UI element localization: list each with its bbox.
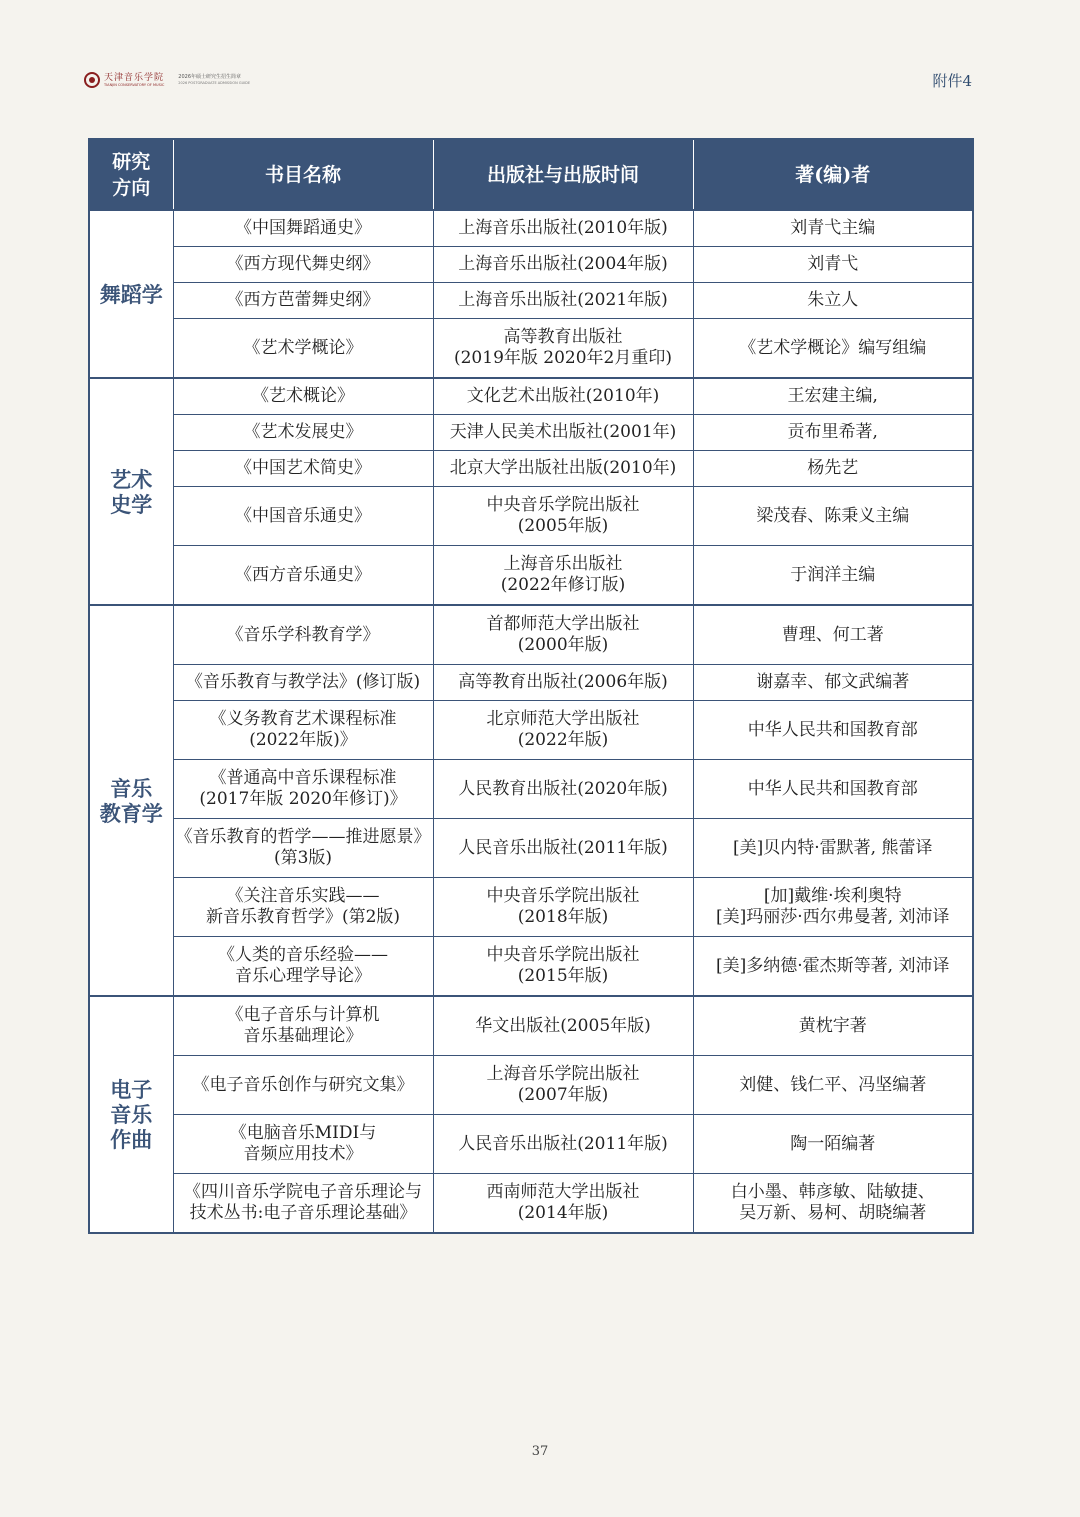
book-publisher: 人民音乐出版社(2011年版): [433, 819, 693, 878]
book-author: 中华人民共和国教育部: [693, 701, 973, 760]
book-title: 《义务教育艺术课程标准 (2022年版)》: [173, 701, 433, 760]
book-title: 《艺术学概论》: [173, 319, 433, 379]
group-art-history: [89, 378, 973, 605]
book-publisher: 人民教育出版社(2020年版): [433, 760, 693, 819]
book-author: [美]多纳德·霍杰斯等著, 刘沛译: [693, 937, 973, 997]
book-publisher: 华文出版社(2005年版): [433, 996, 693, 1056]
book-title: 《四川音乐学院电子音乐理论与 技术丛书:电子音乐理论基础》: [173, 1174, 433, 1234]
header-direction: 研究 方向: [89, 139, 173, 210]
guide-title-en: 2026 POSTGRADUATE ADMISSION GUIDE: [178, 81, 251, 85]
book-title: 《电子音乐与计算机 音乐基础理论》: [173, 996, 433, 1056]
book-title: 《中国音乐通史》: [173, 487, 433, 546]
table-row: [89, 701, 973, 760]
table-row: [89, 760, 973, 819]
reference-books-table: [88, 138, 974, 1234]
book-author: 刘健、钱仁平、冯坚编著: [693, 1056, 973, 1115]
book-publisher: 高等教育出版社(2006年版): [433, 665, 693, 701]
table-row: [89, 665, 973, 701]
book-title: 《西方现代舞史纲》: [173, 247, 433, 283]
group-music-education: [89, 605, 973, 996]
book-author: 朱立人: [693, 283, 973, 319]
book-title: 《人类的音乐经验—— 音乐心理学导论》: [173, 937, 433, 997]
book-title: 《音乐教育与教学法》(修订版): [173, 665, 433, 701]
book-title: 《艺术概论》: [173, 378, 433, 415]
school-name-en: TIANJIN CONSERVATORY OF MUSIC: [104, 82, 165, 87]
book-author: 黄枕宇著: [693, 996, 973, 1056]
header: [84, 70, 250, 90]
book-title: 《中国艺术简史》: [173, 451, 433, 487]
table-row: [89, 1174, 973, 1234]
attachment-label: 附件4: [932, 72, 972, 90]
book-publisher: 上海音乐出版社(2021年版): [433, 283, 693, 319]
table-row: [89, 605, 973, 665]
direction-cell: 舞蹈学: [89, 210, 173, 378]
book-author: 刘青弋: [693, 247, 973, 283]
table-row: [89, 546, 973, 606]
book-publisher: 天津人民美术出版社(2001年): [433, 415, 693, 451]
table-row: [89, 247, 973, 283]
book-title: 《音乐教育的哲学——推进愿景》 (第3版): [173, 819, 433, 878]
table-row: [89, 487, 973, 546]
book-title: 《中国舞蹈通史》: [173, 210, 433, 247]
table-row: [89, 1056, 973, 1115]
book-title: 《关注音乐实践—— 新音乐教育哲学》(第2版): [173, 878, 433, 937]
book-author: 谢嘉幸、郁文武编著: [693, 665, 973, 701]
book-publisher: 中央音乐学院出版社 (2015年版): [433, 937, 693, 997]
table-row: [89, 937, 973, 997]
school-logo: [104, 73, 164, 88]
book-publisher: 中央音乐学院出版社 (2005年版): [433, 487, 693, 546]
book-publisher: 西南师范大学出版社 (2014年版): [433, 1174, 693, 1234]
book-author: 梁茂春、陈秉义主编: [693, 487, 973, 546]
book-title: 《西方音乐通史》: [173, 546, 433, 606]
book-author: 《艺术学概论》编写组编: [693, 319, 973, 379]
book-title: 《西方芭蕾舞史纲》: [173, 283, 433, 319]
page-number: 37: [531, 1444, 549, 1459]
book-publisher: 上海音乐出版社 (2022年修订版): [433, 546, 693, 606]
header-title: 书目名称: [173, 139, 433, 210]
group-dance: [89, 210, 973, 378]
book-author: 白小墨、韩彦敏、陆敏捷、 吴万新、易柯、胡晓编著: [693, 1174, 973, 1234]
book-publisher: 上海音乐学院出版社 (2007年版): [433, 1056, 693, 1115]
book-publisher: 中央音乐学院出版社 (2018年版): [433, 878, 693, 937]
book-publisher: 高等教育出版社 (2019年版 2020年2月重印): [433, 319, 693, 379]
guide-title: [178, 74, 250, 86]
table-row: [89, 996, 973, 1056]
table-header-row: [89, 139, 973, 210]
book-publisher: 北京大学出版社出版(2010年): [433, 451, 693, 487]
header-author: 著(编)者: [693, 139, 973, 210]
book-author: [美]贝内特·雷默著, 熊蕾译: [693, 819, 973, 878]
header-publisher: 出版社与出版时间: [433, 139, 693, 210]
book-title: 《电脑音乐MIDI与 音频应用技术》: [173, 1115, 433, 1174]
direction-cell: 艺术 史学: [89, 378, 173, 605]
book-author: 中华人民共和国教育部: [693, 760, 973, 819]
guide-title-cn: 2026年硕士研究生招生简章: [178, 74, 242, 80]
table-row: [89, 210, 973, 247]
book-author: 杨先艺: [693, 451, 973, 487]
book-publisher: 上海音乐出版社(2004年版): [433, 247, 693, 283]
table-row: [89, 415, 973, 451]
group-electronic-music: [89, 996, 973, 1233]
book-title: 《普通高中音乐课程标准 (2017年版 2020年修订)》: [173, 760, 433, 819]
book-publisher: 北京师范大学出版社 (2022年版): [433, 701, 693, 760]
table-row: [89, 451, 973, 487]
book-publisher: 文化艺术出版社(2010年): [433, 378, 693, 415]
book-author: 陶一陌编著: [693, 1115, 973, 1174]
book-author: 王宏建主编,: [693, 378, 973, 415]
book-author: 贡布里希著,: [693, 415, 973, 451]
book-author: [加]戴维·埃利奥特 [美]玛丽莎·西尔弗曼著, 刘沛译: [693, 878, 973, 937]
table-row: [89, 319, 973, 379]
school-emblem-icon: [84, 72, 100, 88]
book-author: 于润洋主编: [693, 546, 973, 606]
book-publisher: 人民音乐出版社(2011年版): [433, 1115, 693, 1174]
table-row: [89, 819, 973, 878]
book-title: 《艺术发展史》: [173, 415, 433, 451]
table-row: [89, 378, 973, 415]
direction-cell: 音乐 教育学: [89, 605, 173, 996]
table-row: [89, 878, 973, 937]
book-author: 刘青弋主编: [693, 210, 973, 247]
book-title: 《音乐学科教育学》: [173, 605, 433, 665]
school-name: 天津音乐学院: [104, 72, 165, 83]
book-title: 《电子音乐创作与研究文集》: [173, 1056, 433, 1115]
book-publisher: 首都师范大学出版社 (2000年版): [433, 605, 693, 665]
direction-cell: 电子 音乐 作曲: [89, 996, 173, 1233]
table-row: [89, 283, 973, 319]
book-author: 曹理、何工著: [693, 605, 973, 665]
book-publisher: 上海音乐出版社(2010年版): [433, 210, 693, 247]
table-row: [89, 1115, 973, 1174]
